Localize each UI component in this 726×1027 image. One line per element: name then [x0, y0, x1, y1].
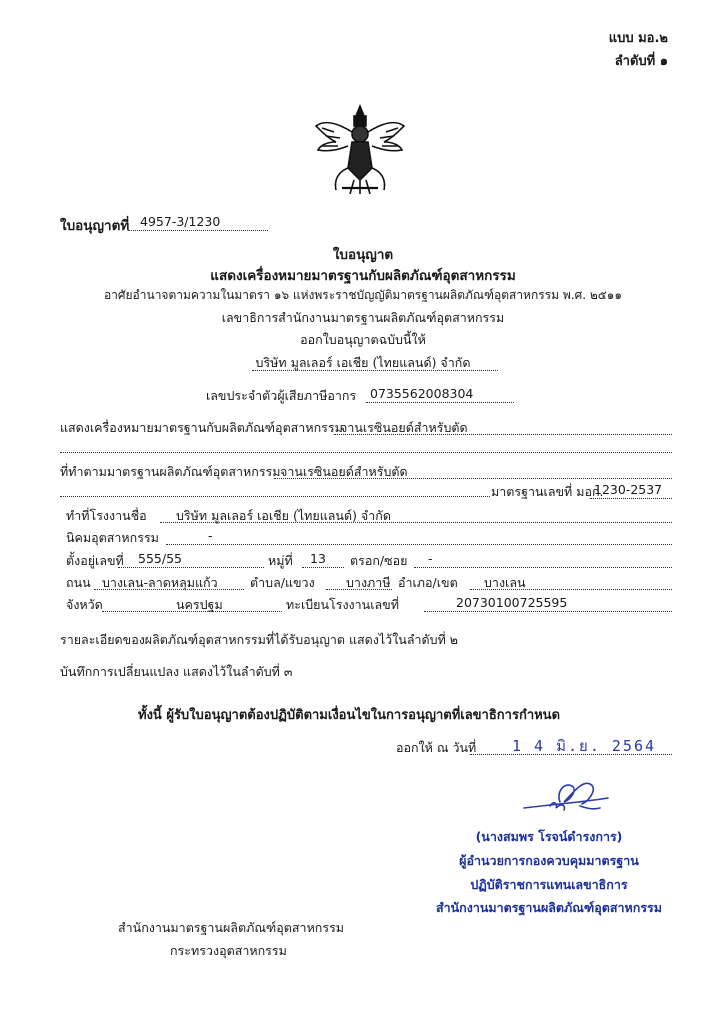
changes-note: บันทึกการเปลี่ยนแปลง แสดงไว้ในลำดับที่ ๓ — [60, 664, 293, 679]
handwritten-signature — [520, 772, 614, 818]
factory-name-value: บริษัท มูลเลอร์ เอเชีย (ไทยแลนด์) จำกัด — [176, 508, 391, 523]
address-no-line — [118, 567, 264, 568]
address-province-label: จังหวัด — [66, 597, 103, 612]
footer-office: สำนักงานมาตรฐานผลิตภัณฑ์อุตสาหกรรม — [118, 920, 345, 935]
standard-product-value: จานเรซินอยด์สำหรับตัด — [280, 464, 408, 479]
standard-no-label: มาตรฐานเลขที่ มอก. — [491, 484, 604, 499]
address-province-line — [102, 611, 282, 612]
estate-label: นิคมอุตสาหกรรม — [66, 530, 159, 545]
factory-name-line — [160, 522, 672, 523]
mark-product-label: แสดงเครื่องหมายมาตรฐานกับผลิตภัณฑ์อุตสาหกรรม — [60, 420, 343, 435]
signatory-position-3: สำนักงานมาตรฐานผลิตภัณฑ์อุตสาหกรรม — [435, 900, 663, 915]
estate-line — [166, 544, 672, 545]
form-code: แบบ มอ.๒ — [608, 31, 668, 46]
standard-product-label: ที่ทำตามมาตรฐานผลิตภัณฑ์อุตสาหกรรม — [60, 464, 281, 479]
issued-date-stamp: 1 4 มิ.ย. 2564 — [512, 737, 657, 755]
estate-value: - — [208, 528, 213, 543]
address-subdistrict-value: บางภาษี — [346, 575, 391, 590]
license-no-label: ใบอนุญาตที่ — [60, 218, 130, 234]
licensee-name: บริษัท มูลเลอร์ เอเชีย (ไทยแลนด์) จำกัด — [255, 355, 471, 370]
address-subdistrict-line — [326, 589, 392, 590]
footer-ministry: กระทรวงอุตสาหกรรม — [170, 943, 287, 958]
address-no-value: 555/55 — [138, 551, 182, 566]
authority-line: อาศัยอำนาจตามความในมาตรา ๑๖ แห่งพระราชบัญญัติมาตรฐานผลิตภัณฑ์อุตสาหกรรม พ.ศ. ๒๕๑๑ — [103, 288, 623, 302]
address-no-label: ตั้งอยู่เลขที่ — [66, 553, 124, 568]
factory-reg-line — [424, 611, 672, 612]
address-soi-line — [414, 567, 672, 568]
licensee-line — [252, 370, 498, 371]
tax-id-line — [366, 402, 514, 403]
license-no-value: 4957-3/1230 — [140, 214, 221, 229]
garuda-emblem-icon — [312, 102, 408, 198]
address-road-line — [94, 589, 244, 590]
factory-name-label: ทำที่โรงงานชื่อ — [66, 508, 147, 523]
signatory-position-1: ผู้อำนวยการกองควบคุมมาตรฐาน — [459, 853, 639, 868]
address-soi-value: - — [428, 551, 433, 566]
secretary-line: เลขาธิการสำนักงานมาตรฐานผลิตภัณฑ์อุตสาหกรรม — [221, 310, 505, 325]
signatory-name: (นางสมพร โรจน์ดำรงการ) — [475, 829, 623, 844]
address-district-line — [470, 589, 672, 590]
factory-reg-value: 20730100725595 — [456, 595, 568, 610]
address-district-label: อำเภอ/เขต — [398, 575, 458, 590]
address-road-label: ถนน — [66, 575, 91, 590]
factory-reg-label: ทะเบียนโรงงานเลขที่ — [286, 597, 399, 612]
address-subdistrict-label: ตำบล/แขวง — [250, 575, 315, 590]
title: ใบอนุญาต — [332, 247, 394, 263]
standard-no-value: 1230-2537 — [594, 482, 663, 497]
tax-id-value: 0735562008304 — [370, 386, 474, 401]
address-soi-label: ตรอก/ซอย — [350, 553, 408, 568]
address-district-value: บางเลน — [484, 575, 526, 590]
signatory-position-2: ปฏิบัติราชการแทนเลขาธิการ — [470, 877, 628, 892]
address-province-value: นครปฐม — [176, 597, 223, 612]
issued-line — [470, 754, 672, 755]
details-note: รายละเอียดของผลิตภัณฑ์อุตสาหกรรมที่ได้รับอนุญาต แสดงไว้ในลำดับที่ ๒ — [60, 632, 459, 647]
subtitle: แสดงเครื่องหมายมาตรฐานกับผลิตภัณฑ์อุตสาหกรรม — [210, 268, 516, 284]
address-road-value: บางเลน-ลาดหลุมแก้ว — [102, 575, 218, 590]
mark-product-line-2 — [60, 452, 672, 453]
standard-no-line — [590, 498, 672, 499]
standard-no-leading-line — [60, 496, 490, 497]
form-sequence: ลำดับที่ ๑ — [614, 54, 668, 69]
condition-note: ทั้งนี้ ผู้รับใบอนุญาตต้องปฏิบัติตามเงื่อนไขในการอนุญาตที่เลขาธิการกำหนด — [138, 708, 561, 723]
issue-line: ออกใบอนุญาตฉบับนี้ให้ — [300, 332, 426, 347]
issued-label: ออกให้ ณ วันที่ — [396, 740, 477, 755]
address-moo-label: หมู่ที่ — [268, 553, 293, 568]
mark-product-value: จานเรซินอยด์สำหรับตัด — [340, 420, 468, 435]
tax-id-label: เลขประจำตัวผู้เสียภาษีอากร — [206, 388, 357, 403]
mark-product-line — [334, 434, 672, 435]
address-moo-line — [302, 567, 344, 568]
standard-product-line — [274, 478, 672, 479]
license-no-line — [128, 230, 268, 231]
address-moo-value: 13 — [310, 551, 326, 566]
